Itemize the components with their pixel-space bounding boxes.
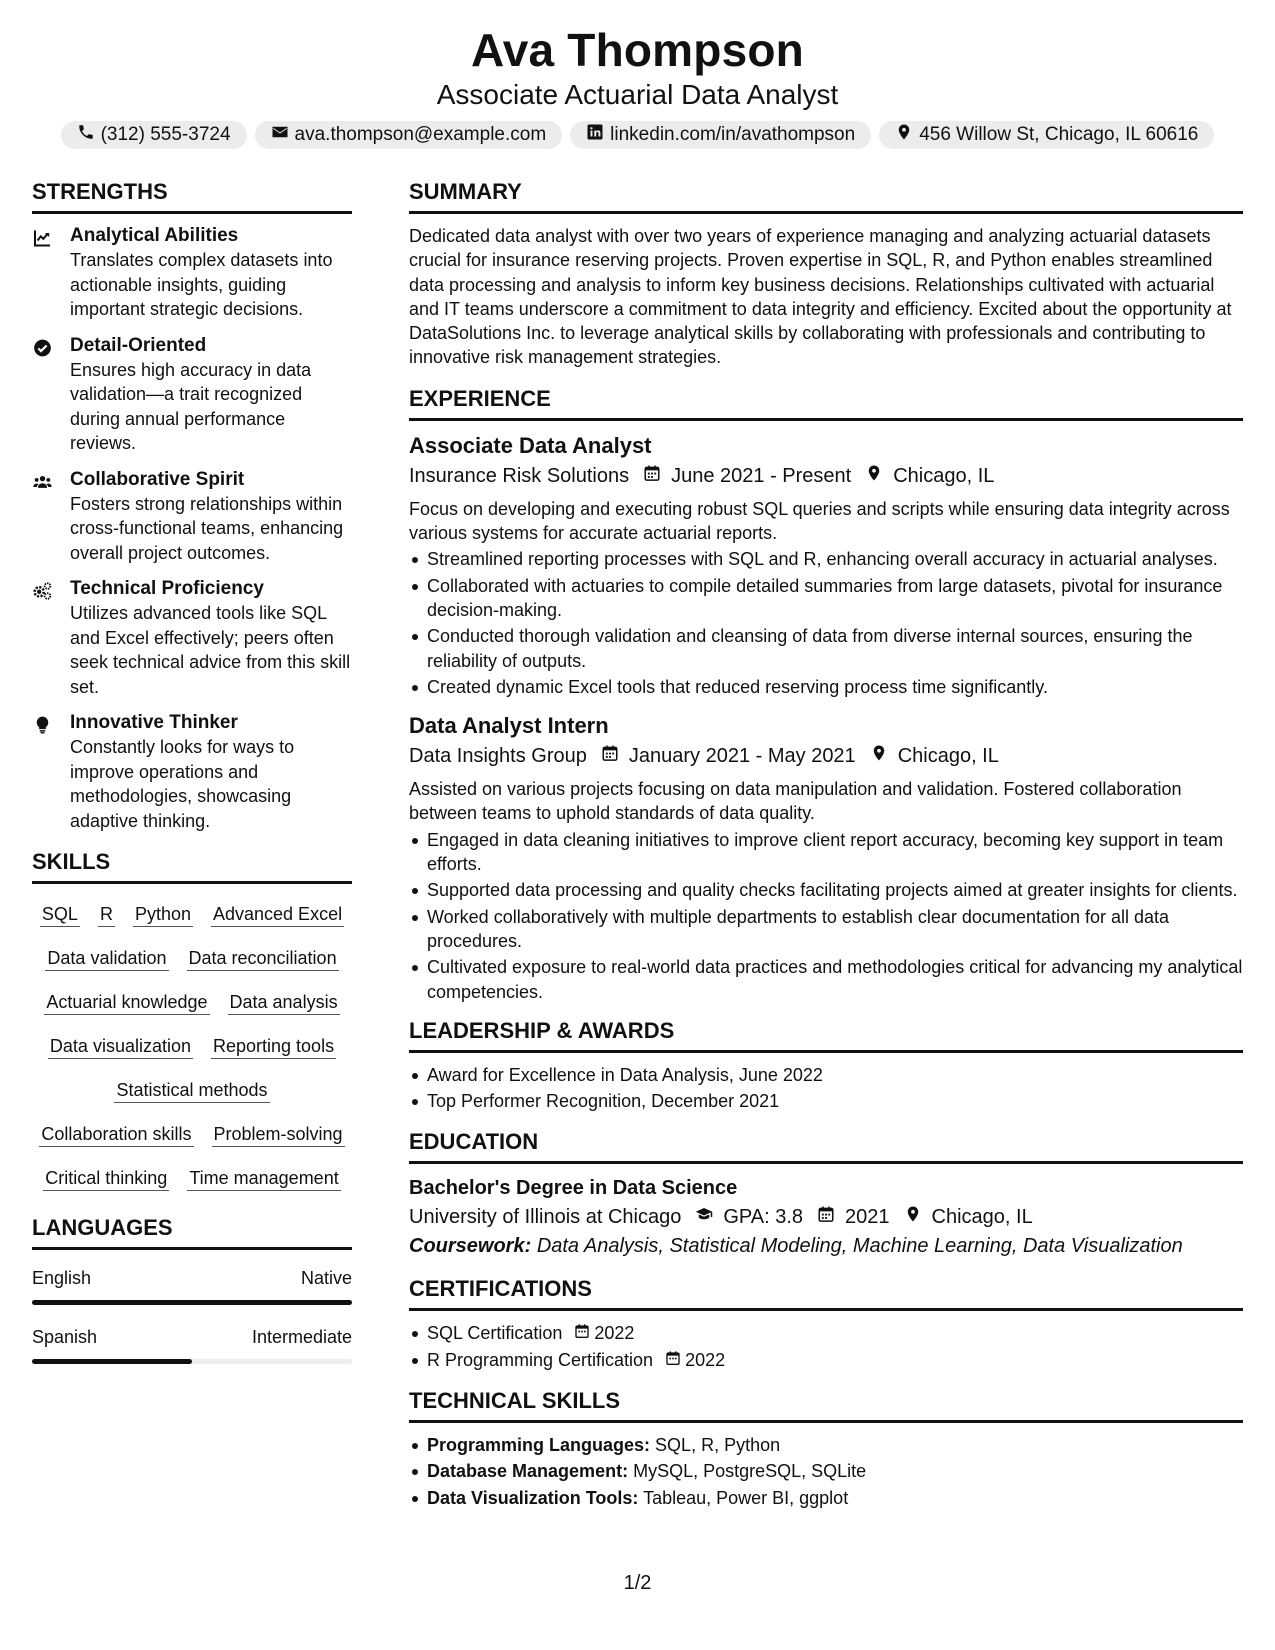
skill-tag: Python [133,902,193,927]
awards-heading: LEADERSHIP & AWARDS [409,1016,1243,1053]
technical-skill-value: SQL, R, Python [655,1435,781,1456]
certification-item [409,1348,1243,1372]
technical-skill-label: Data Visualization Tools: [427,1487,639,1508]
school-name: University of Illinois at Chicago [409,1206,682,1229]
education-section [409,1127,1243,1260]
technical-skills-list [409,1433,1243,1510]
skills-section [32,847,352,1213]
strength-item [32,224,352,322]
job-meta [409,461,1243,491]
technical-skill-value: Tableau, Power BI, ggplot [643,1487,849,1508]
strength-item [32,577,352,699]
strength-desc: Ensures high accuracy in data validation—a trait recognized during annual performance reviews. [70,359,312,453]
job-bullet: Cultivated exposure to real-world data practices and methodologies critical for advancing my analytical competencies. [409,955,1243,1004]
technical-skills-heading: TECHNICAL SKILLS [409,1386,1243,1423]
job-location: Chicago, IL [893,464,995,487]
school-location: Chicago, IL [931,1206,1033,1229]
candidate-name: Ava Thompson [471,24,804,76]
language-proficiency-fill [32,1359,192,1364]
strengths-heading: STRENGTHS [32,177,352,214]
strength-title: Technical Proficiency [70,578,264,599]
job-dates: June 2021 - Present [671,464,852,487]
job-bullet: Streamlined reporting processes with SQL and R, enhancing overall accuracy in actuarial analyses. [409,547,1243,571]
certification-name: SQL Certification [427,1323,563,1344]
job-bullet: Collaborated with actuaries to compile detailed summaries from large datasets, pivotal for insurance decision-making. [409,574,1243,623]
skill-tag: Actuarial knowledge [44,990,209,1015]
technical-skill-item [409,1459,1243,1483]
cogs-icon [32,577,56,699]
address-text: 456 Willow St, Chicago, IL 60616 [919,124,1199,145]
location-pin-icon [890,1202,932,1232]
experience-heading: EXPERIENCE [409,384,1243,421]
language-proficiency-bar [32,1300,352,1305]
skill-tag: Advanced Excel [211,902,344,927]
summary-heading: SUMMARY [409,177,1243,214]
strength-title: Collaborative Spirit [70,468,245,490]
job-entry [409,711,1243,1004]
skill-tag: Data visualization [48,1034,193,1059]
envelope-icon [271,123,289,147]
languages-heading: LANGUAGES [32,1213,352,1250]
job-entry [409,431,1243,699]
summary-section [409,177,1243,370]
coursework-list: Data Analysis, Statistical Modeling, Machine Learning, Data Visualization [536,1235,1183,1258]
languages-section [32,1213,352,1364]
skill-tag: Time management [187,1166,340,1191]
candidate-title: Associate Actuarial Data Analyst [436,79,839,110]
technical-skill-label: Programming Languages: [427,1435,651,1456]
skill-tag: SQL [40,902,80,927]
skills-list [32,894,352,1213]
strength-desc: Utilizes advanced tools like SQL and Excel effectively; peers often seek technical advice from this skill set. [70,603,351,697]
resume-header [0,22,1275,149]
language-level: Native [300,1268,352,1288]
technical-skills-section [409,1386,1243,1510]
language-level: Intermediate [251,1327,352,1347]
right-column [409,177,1243,1510]
job-bullet: Supported data processing and quality checks facilitating projects aimed at greater insights for clients. [409,878,1243,902]
summary-text: Dedicated data analyst with over two years of experience managing and analyzing actuarial datasets crucial for insurance reserving projects. Proven expertise in SQL, R, and Python enables streamlined data processing and analysis to inform key business decisions. Relationships cultivated with actuarial and IT teams underscore a commitment to data integrity and efficiency. Excited about the opportunity at DataSolutions Inc. to leverage analytical skills by collaborating with professionals and contributing to innovative risk management strategies. [409,226,1232,368]
language-name: Spanish [32,1327,98,1347]
calendar-icon [665,1348,685,1372]
strength-item [32,334,352,456]
certification-year: 2022 [594,1323,635,1344]
language-proficiency-fill [32,1300,352,1305]
job-bullet: Engaged in data cleaning initiatives to improve client report accuracy, becoming key support in team efforts. [409,828,1243,877]
skill-tag: Reporting tools [211,1034,336,1059]
award-item: Award for Excellence in Data Analysis, June 2022 [409,1063,1243,1087]
technical-skill-label: Database Management: [427,1461,629,1482]
strengths-section [32,177,352,833]
check-circle-icon [32,334,56,456]
degree-name: Bachelor's Degree in Data Science [409,1177,738,1200]
job-location: Chicago, IL [897,745,999,768]
skill-tag: Data validation [45,946,168,971]
strength-title: Innovative Thinker [70,712,238,733]
education-heading: EDUCATION [409,1127,1243,1164]
certification-item [409,1321,1243,1345]
contact-bar [0,121,1275,149]
job-desc: Focus on developing and executing robust SQL queries and scripts while ensuring data integrity across various systems for accurate actuarial reports. [409,498,1230,544]
contact-email[interactable] [255,121,563,149]
technical-skill-item [409,1433,1243,1457]
calendar-icon [587,741,629,771]
coursework-label: Coursework: [409,1235,532,1258]
skill-tag: Data reconciliation [187,946,339,971]
skill-tag: Data analysis [228,990,340,1015]
linkedin-text: linkedin.com/in/avathompson [610,124,856,145]
strength-desc: Translates complex datasets into actionable insights, guiding important strategic decisions. [70,250,333,319]
education-meta [409,1202,1243,1232]
left-column [32,177,352,1384]
contact-linkedin[interactable] [570,121,871,149]
strength-desc: Constantly looks for ways to improve operations and methodologies, showcasing adaptive thinking. [70,737,295,831]
coursework [409,1232,1243,1260]
strength-title: Detail-Oriented [70,334,207,356]
awards-section [409,1016,1243,1114]
experience-section [409,384,1243,1004]
calendar-icon [803,1202,845,1232]
contact-address [879,121,1214,149]
strength-desc: Fosters strong relationships within cross-functional teams, enhancing overall project outcomes. [70,493,344,563]
job-desc: Assisted on various projects focusing on data manipulation and validation. Fostered collaboration between teams to uphold standards of data quality. [409,779,1182,824]
skill-tag: Problem-solving [212,1122,345,1147]
technical-skill-item [409,1486,1243,1510]
job-bullets [409,828,1243,1004]
phone-icon [77,123,95,147]
location-pin-icon [851,461,893,491]
strength-item [32,711,352,833]
language-proficiency-bar [32,1359,352,1364]
language-item [32,1325,352,1364]
location-pin-icon [895,123,913,147]
lightbulb-icon [32,711,56,833]
location-pin-icon [856,741,898,771]
company-name: Insurance Risk Solutions [409,464,630,487]
strength-item [32,468,352,566]
skills-heading: SKILLS [32,847,352,884]
email-text: ava.thompson@example.com [294,124,547,145]
certifications-list [409,1321,1243,1372]
gpa: GPA: 3.8 [723,1206,804,1229]
certifications-section [409,1274,1243,1372]
contact-phone [61,121,247,149]
skill-tag: Statistical methods [114,1078,269,1103]
skill-tag: Collaboration skills [39,1122,193,1147]
technical-skill-value: MySQL, PostgreSQL, SQLite [633,1461,867,1482]
job-dates: January 2021 - May 2021 [628,745,856,768]
language-item [32,1266,352,1305]
job-bullet: Worked collaboratively with multiple departments to establish clear documentation for all data procedures. [409,905,1243,954]
job-meta [409,741,1243,771]
award-item: Top Performer Recognition, December 2021 [409,1089,1243,1113]
job-bullet: Conducted thorough validation and cleansing of data from diverse internal sources, ensuring the reliability of outputs. [409,624,1243,673]
chart-line-icon [32,224,56,322]
users-icon [32,468,56,566]
job-title: Data Analyst Intern [409,713,609,739]
graduation-cap-icon [681,1202,723,1232]
certification-name: R Programming Certification [427,1349,654,1370]
job-bullets [409,547,1243,699]
job-bullet: Created dynamic Excel tools that reduced reserving process time significantly. [409,675,1243,699]
calendar-icon [629,461,671,491]
skill-tag: Critical thinking [43,1166,169,1191]
certification-year: 2022 [685,1349,726,1370]
calendar-icon [574,1321,594,1345]
certifications-heading: CERTIFICATIONS [409,1274,1243,1311]
linkedin-icon [586,123,604,147]
awards-list [409,1063,1243,1114]
page-number: 1/2 [623,1572,652,1594]
phone-text: (312) 555-3724 [100,124,231,145]
graduation-year: 2021 [845,1206,890,1229]
job-title: Associate Data Analyst [409,432,652,458]
skill-tag: R [98,902,115,927]
company-name: Data Insights Group [409,745,587,768]
language-name: English [32,1268,92,1288]
strength-title: Analytical Abilities [70,225,239,246]
